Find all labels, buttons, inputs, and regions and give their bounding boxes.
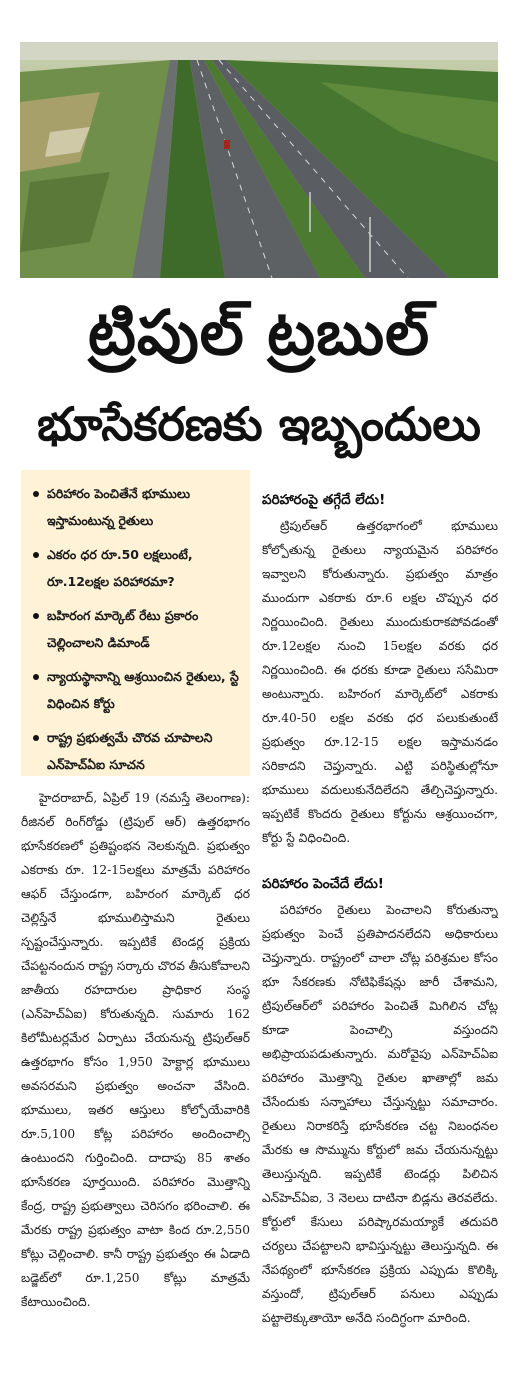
- section1-paragraph: ట్రిపుల్‌ఆర్ ఉత్తరభాగంలో భూములు కోల్పోతున్న రైతులు న్యాయమైన పరిహారం ఇవ్వాలని కోరుతున్నారు. ప్రభుత్వం మాత్రం ముందుగా ఎకరాకు రూ.6 లక్షల చొప్పున ధర నిర్ణయించింది. రైతులు ముందుకురాకపోవడంతో రూ.12లక్షల నుంచి 15లక్షల వరకు ధర నిర్ణయించింది. ఈ ధరకు కూడా రైతులు ససేమిరా అంటున్నారు. బహిరంగ మార్కెట్‌లో ఎకరాకు రూ.40-50 లక్షల వరకు ధర పలుకుతుంటే ప్రభుత్వం రూ.12-15 లక్షల ఇస్తామనడం సరికాదని చెప్తున్నారు. ఎట్టి పరిస్థితుల్లోనూ భూములు వదులుకునేదిలేదని తేల్చిచెప్తున్నారు. ఇప్పటికే కొందరు రైతులు కోర్టును ఆశ్రయించగా, కోర్టు స్టే విధించింది.: [262, 519, 498, 845]
- highlight-item: పరిహారం పెంచితేనే భూములు ఇస్తామంటున్న రైతులు: [29, 480, 244, 534]
- headline: ట్రిపుల్ ట్రబుల్: [87, 296, 431, 369]
- subheadline: భూసేకరణకు ఇబ్బందులు: [37, 397, 481, 451]
- highlight-item: బహిరంగ మార్కెట్ రేటు ప్రకారం చెల్లించాలని డిమాండ్: [29, 602, 244, 656]
- highlights-box: [21, 470, 250, 776]
- highlight-item: రాష్ట్ర ప్రభుత్వమే చొరవ చూపాలని ఎన్‌హెచ్‌ఏఐ సూచన: [29, 724, 244, 778]
- section1-heading: పరిహారంపై తగ్గేదే లేదు!: [262, 492, 386, 508]
- highway-aerial-photo: [20, 42, 498, 278]
- section2-paragraph: పరిహారం రైతులు పెంచాలని కోరుతున్నా ప్రభుత్వం పెంచే ప్రతిపాదనలేదని అధికారులు చెప్తున్నారు. రాష్ట్రంలో చాలా చోట్ల పరిశ్రమల కోసం భూ సేకరణకు నోటిఫికేషన్లు జారీ చేశామని, ట్రిపుల్‌ఆర్‌లో పరిహారం పెంచితే మిగిలిన చోట్ల కూడా పెంచాల్సి వస్తుందని అభిప్రాయపడుతున్నారు. మరోవైపు ఎన్‌హెచ్‌ఏఐ పరిహారం మొత్తాన్ని రైతుల ఖాతాల్లో జమ చేసేందుకు సన్నాహాలు చేస్తున్నట్టు సమాచారం. రైతులు నిరాకరిస్తే భూసేకరణ చట్ట నిబంధనల మేరకు ఆ సొమ్మును కోర్టులో జమ చేయనున్నట్టు తెలుస్తున్నది. ఇప్పటికే టెండర్లు పిలిచిన ఎన్‌హెచ్‌ఏఐ, 3 నెలలు దాటినా బిడ్లను తెరవలేదు. కోర్టులో కేసులు పరిష్కారమయ్యాకే తదుపరి చర్యలు చేపట్టాలని భావిస్తున్నట్టు తెలుస్తున్నది. ఈ నేపథ్యంలో భూసేకరణ ప్రక్రియ ఎప్పుడు కొలిక్కి వస్తుందో, ట్రిపుల్‌ఆర్ పనులు ఎప్పుడు పట్టాలెక్కుతాయో అనేది సందిగ్ధంగా మారింది.: [262, 903, 498, 1325]
- section1-column: [262, 514, 498, 848]
- highlight-item: న్యాయస్థానాన్ని ఆశ్రయించిన రైతులు, స్టే విధించిన కోర్టు: [29, 663, 244, 717]
- section2-column: [262, 898, 498, 1362]
- lead-column: [21, 786, 250, 1362]
- section2-heading: పరిహారం పెంచేదే లేదు!: [262, 876, 384, 892]
- highlight-item: ఎకరం ధర రూ.50 లక్షలుంటే, రూ.12లక్షల పరిహారమా?: [29, 541, 244, 595]
- lead-paragraph: హైదరాబాద్, ఏప్రిల్ 19 (నమస్తే తెలంగాణ): రీజినల్ రింగ్‌రోడ్డు (ట్రిపుల్ ఆర్) ఉత్తరభాగం భూసేకరణలో ప్రతిష్టంభన నెలకున్నది. ప్రభుత్వం ఎకరాకు రూ. 12-15లక్షలు మాత్రమే పరిహారం ఆఫర్ చేస్తుండగా, బహిరంగ మార్కెట్ ధర చెల్లిస్తేనే భూములిస్తామని రైతులు స్పష్టంచేస్తున్నారు. ఇప్పటికే టెండర్ల ప్రక్రియ చేపట్టనందున రాష్ట్ర సర్కారు చొరవ తీసుకోవాలని జాతీయ రహదారుల ప్రాధికార సంస్థ (ఎన్‌హెచ్‌ఏఐ) కోరుతున్నది. సుమారు 162 కిలోమీటర్లమేర ఏర్పాటు చేయనున్న ట్రిపుల్‌ఆర్ ఉత్తరభాగం కోసం 1,950 హెక్టార్ల భూములు అవసరమని ప్రభుత్వం అంచనా వేసింది. భూములు, ఇతర ఆస్తులు కోల్పోయేవారికి రూ.5,100 కోట్ల పరిహారం అందించాల్సి ఉంటుందని గుర్తించింది. దాదాపు 85 శాతం భూసేకరణ పూర్తయింది. పరిహారం మొత్తాన్ని కేంద్ర, రాష్ట్ర ప్రభుత్వాలు చెరిసగం భరించాలి. ఈ మేరకు రాష్ట్ర ప్రభుత్వం వాటా కింద రూ.2,550 కోట్లు చెల్లించాలి. కానీ రాష్ట్ర ప్రభుత్వం ఈ ఏడాది బడ్జెట్‌లో రూ.1,250 కోట్లు మాత్రమే కేటాయించింది.: [21, 791, 250, 1309]
